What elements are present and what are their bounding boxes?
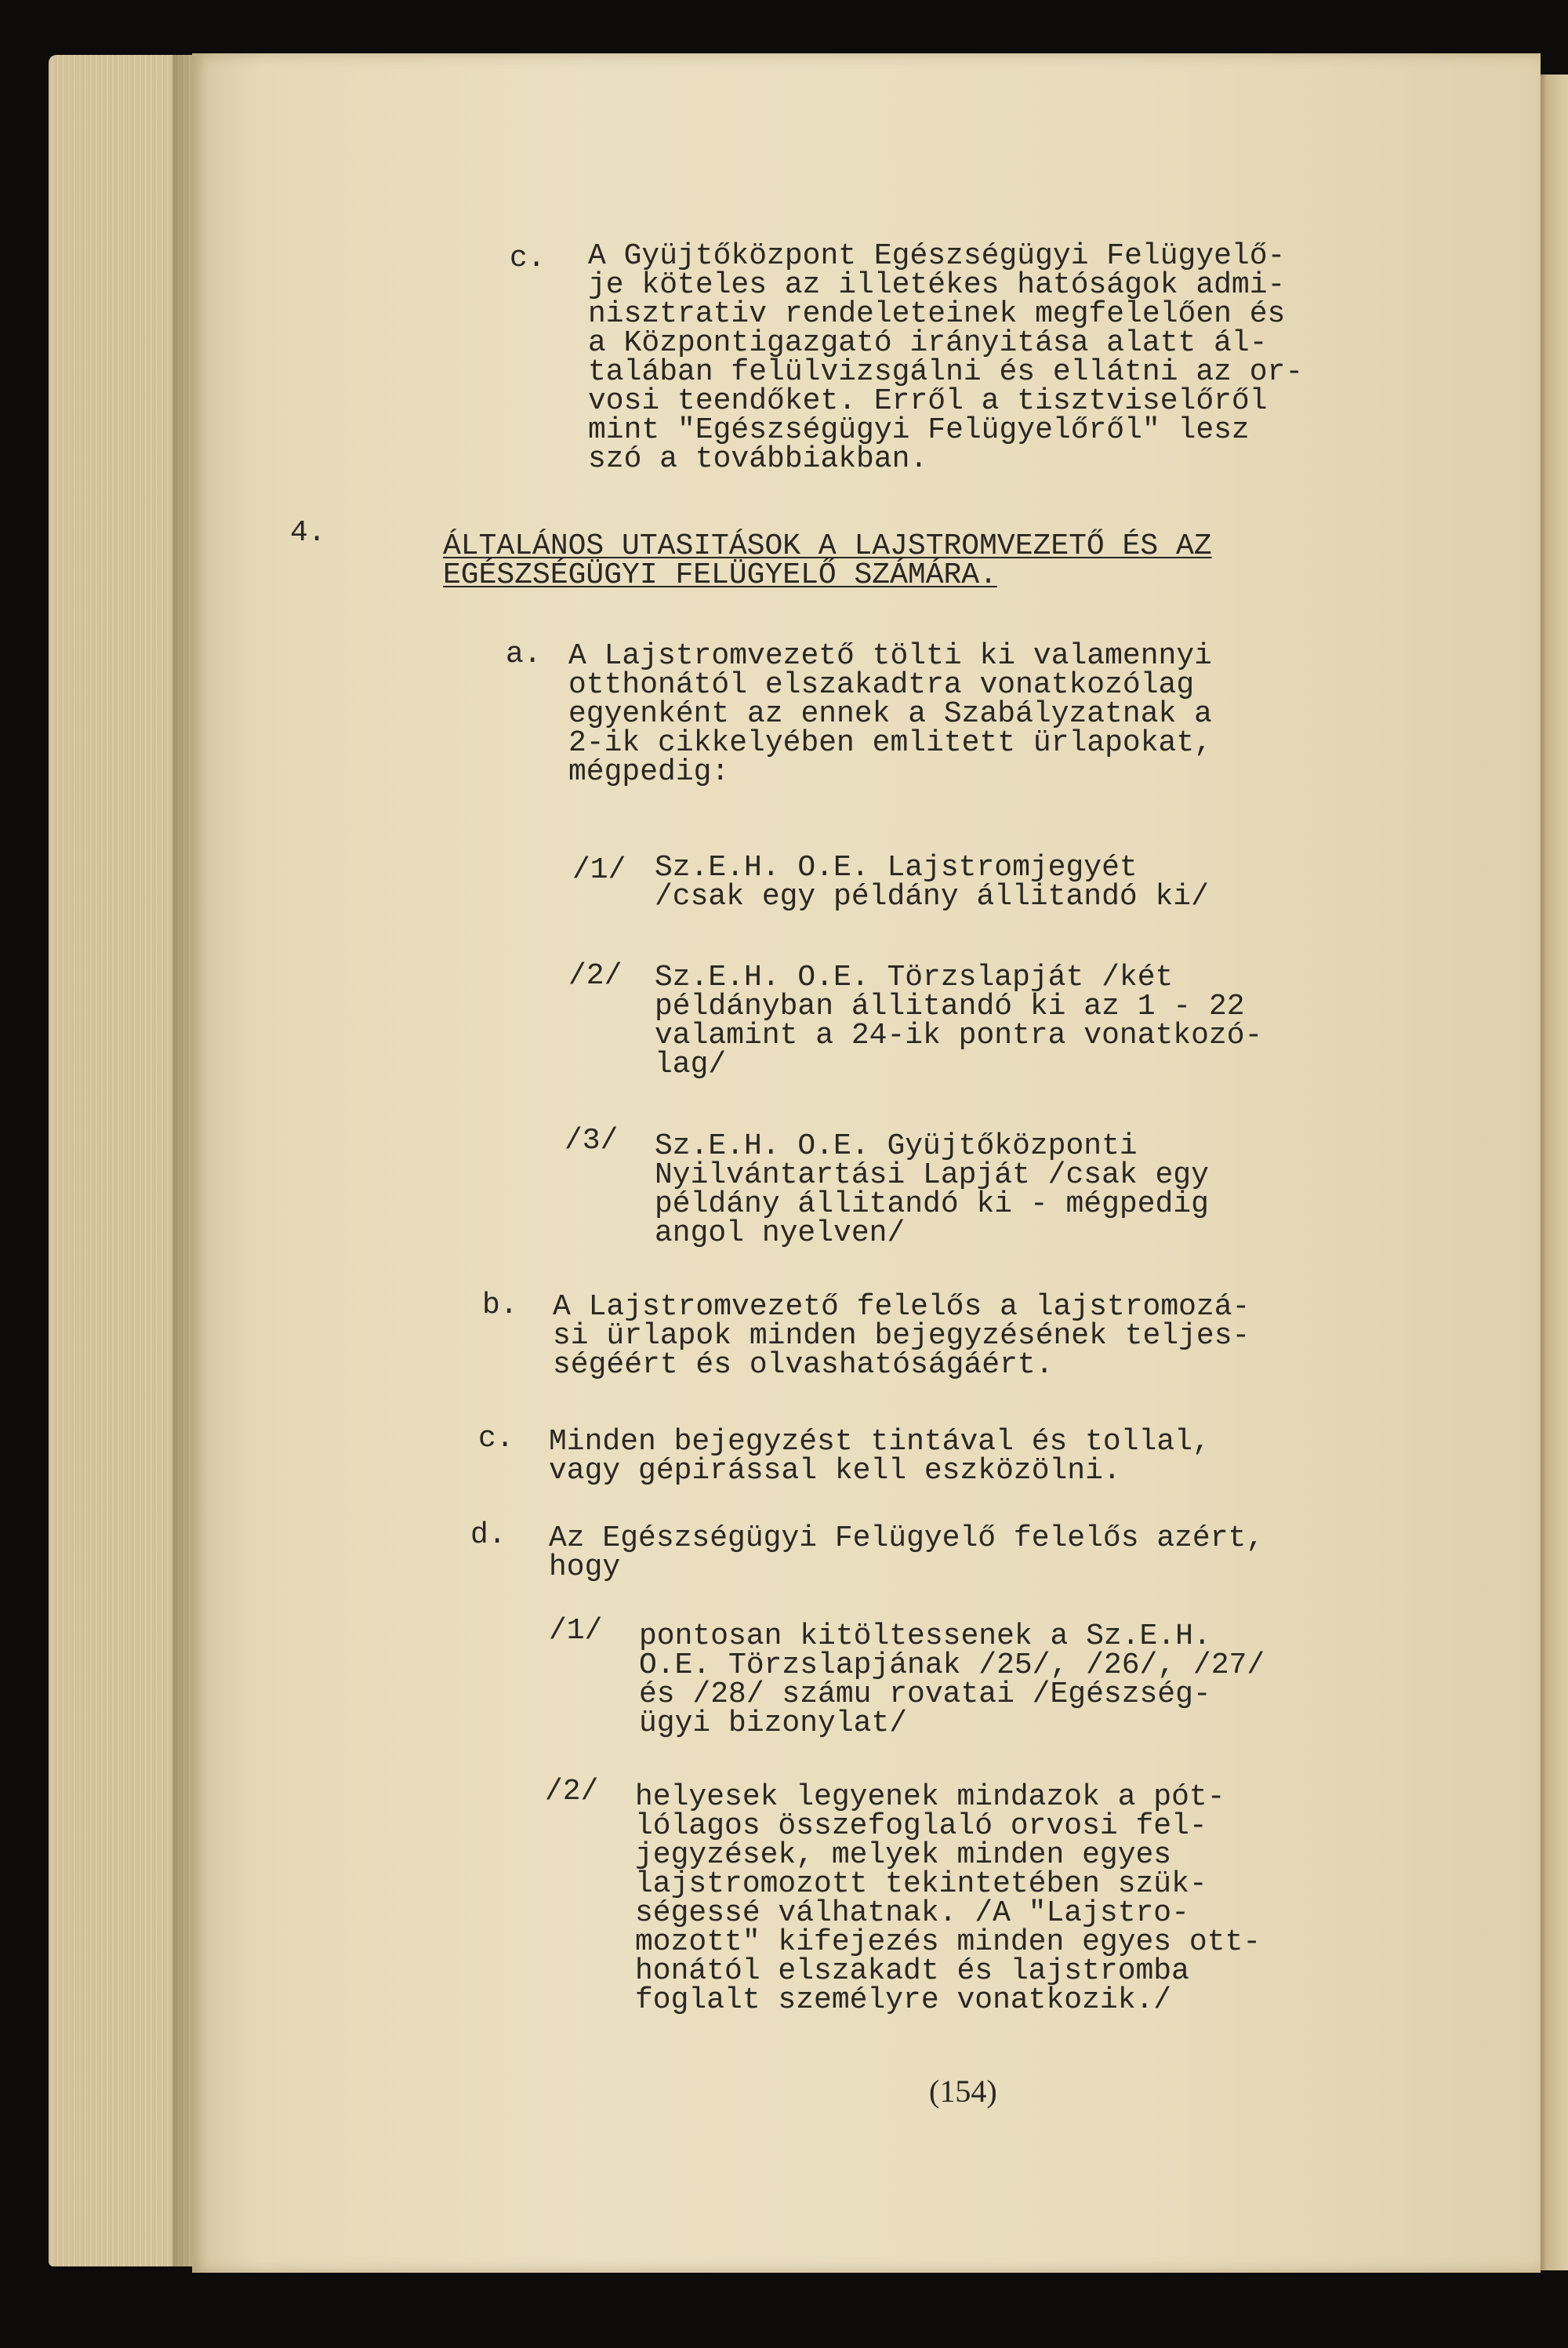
text-line: egyenként az ennek a Szabályzatnak a: [568, 697, 1212, 731]
item-a-marker: a.: [506, 638, 542, 671]
item-b-paragraph: [553, 1290, 1250, 1382]
page-number: (154): [929, 2074, 997, 2109]
text-line: és /28/ számu rovatai /Egészség-: [639, 1677, 1211, 1711]
item-d-sub1-marker: /1/: [549, 1614, 603, 1648]
item-b-marker: b.: [482, 1288, 518, 1322]
item-a-sub2-marker: /2/: [568, 959, 622, 993]
text-line: talában felülvizsgálni és ellátni az or-: [588, 355, 1304, 389]
text-line: valamint a 24-ik pontra vonatkozó-: [655, 1019, 1263, 1052]
text-line: Sz.E.H. O.E. Lajstromjegyét: [655, 851, 1138, 885]
text-line: Sz.E.H. O.E. Törzslapját /két: [655, 961, 1174, 994]
text-line: ügyi bizonylat/: [639, 1706, 908, 1740]
text-line: jegyzések, melyek minden egyes: [635, 1838, 1172, 1872]
item-d-sub1-paragraph: [639, 1619, 1265, 1740]
text-line: Minden bejegyzést tintával és tollal,: [549, 1425, 1210, 1459]
item-d-sub2-marker: /2/: [545, 1775, 599, 1808]
item-d-paragraph: [549, 1521, 1265, 1584]
item-d-sub2-paragraph: [635, 1780, 1261, 2017]
item-d-marker: d.: [470, 1518, 506, 1552]
heading-line: ÁLTALÁNOS UTASITÁSOK A LAJSTROMVEZETŐ ÉS AZ: [443, 529, 1212, 563]
item-a-sub3-paragraph: [655, 1129, 1209, 1250]
text-line: A Lajstromvezető tölti ki valamennyi: [568, 639, 1212, 673]
text-line: lajstromozott tekintetében szük-: [635, 1867, 1207, 1901]
text-line: lólagos összefoglaló orvosi fel-: [635, 1809, 1207, 1843]
text-line: foglalt személyre vonatkozik./: [635, 1983, 1172, 2017]
text-line: vosi teendőket. Erről a tisztviselőről: [588, 384, 1268, 418]
text-line: A Gyüjtőközpont Egészségügyi Felügyelő-: [588, 239, 1286, 273]
item-c-paragraph: [549, 1425, 1210, 1488]
text-line: ségéért és olvashatóságáért.: [553, 1348, 1054, 1382]
text-line: nisztrativ rendeleteinek megfelelően és: [588, 297, 1286, 331]
text-line: helyesek legyenek mindazok a pót-: [635, 1780, 1225, 1814]
text-line: mozott" kifejezés minden egyes ott-: [635, 1925, 1261, 1959]
text-line: O.E. Törzslapjának /25/, /26/, /27/: [639, 1648, 1265, 1682]
document-page: [192, 53, 1541, 2273]
text-line: pontosan kitöltessenek a Sz.E.H.: [639, 1619, 1211, 1653]
text-line: vagy gépirással kell eszközölni.: [549, 1454, 1121, 1488]
text-line: lag/: [655, 1048, 727, 1081]
text-line: példány állitandó ki - mégpedig: [655, 1187, 1209, 1221]
text-line: A Lajstromvezető felelős a lajstromozá-: [553, 1290, 1250, 1324]
item-c-marker: c.: [478, 1422, 514, 1456]
text-line: 2-ik cikkelyében emlitett ürlapokat,: [568, 726, 1212, 760]
section-4-heading: [443, 529, 1212, 592]
section-4-number: 4.: [290, 516, 326, 550]
item-a-sub3-marker: /3/: [564, 1124, 619, 1158]
item-a-paragraph: [568, 639, 1212, 789]
item-a-sub1-marker: /1/: [572, 853, 626, 887]
text-line: mégpedig:: [568, 755, 730, 789]
heading-line: EGÉSZSÉGÜGYI FELÜGYELŐ SZÁMÁRA.: [443, 558, 997, 592]
text-line: ségessé válhatnak. /A "Lajstro-: [635, 1896, 1189, 1930]
text-line: Az Egészségügyi Felügyelő felelős azért,: [549, 1521, 1265, 1555]
text-line: a Központigazgató irányitása alatt ál-: [588, 326, 1268, 360]
text-line: si ürlapok minden bejegyzésének teljes-: [553, 1319, 1250, 1353]
text-line: /csak egy példány állitandó ki/: [655, 880, 1209, 914]
text-line: je köteles az illetékes hatóságok admi-: [588, 268, 1286, 302]
section-c-marker: c.: [510, 242, 546, 275]
text-line: honától elszakadt és lajstromba: [635, 1954, 1189, 1988]
item-a-sub1-paragraph: [655, 851, 1209, 914]
item-a-sub2-paragraph: [655, 963, 1262, 1079]
text-line: Sz.E.H. O.E. Gyüjtőközponti: [655, 1129, 1138, 1163]
text-line: Nyilvántartási Lapját /csak egy: [655, 1158, 1209, 1192]
section-c-paragraph: [588, 239, 1304, 476]
text-line: szó a továbbiakban.: [588, 442, 928, 476]
text-line: angol nyelven/: [655, 1216, 906, 1250]
text-line: példányban állitandó ki az 1 - 22: [655, 990, 1245, 1023]
text-line: otthonától elszakadtra vonatkozólag: [568, 668, 1195, 702]
text-line: hogy: [549, 1550, 621, 1584]
text-line: mint "Egészségügyi Felügyelőről" lesz: [588, 413, 1250, 447]
